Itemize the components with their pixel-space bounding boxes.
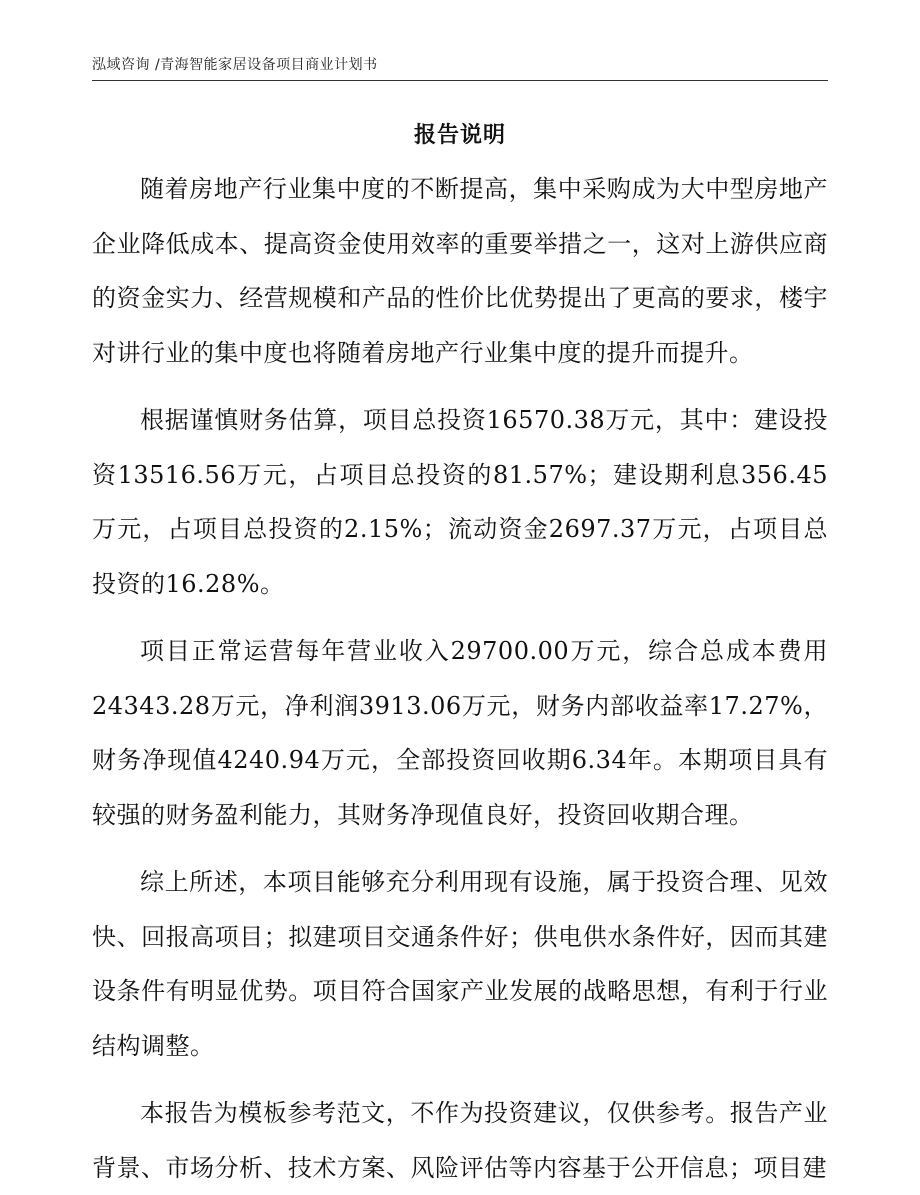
paragraph-1: 随着房地产行业集中度的不断提高，集中采购成为大中型房地产企业降低成本、提高资金使用效率的重要举措之一，这对上游供应商的资金实力、经营规模和产品的性价比优势提出了更高的要求，楼宇对讲行业的集中度也将随着房地产行业集中度的提升而提升。 <box>92 175 828 367</box>
section-title: 报告说明 <box>413 123 506 148</box>
header-divider <box>92 80 828 81</box>
paragraph-3: 项目正常运营每年营业收入29700.00万元，综合总成本费用24343.28万元，净利润3913.06万元，财务内部收益率17.27%，财务净现值4240.94万元，全部投资回收期6.34年。本期项目具有较强的财务盈利能力，其财务净现值良好，投资回收期合理。 <box>92 637 828 829</box>
body-text <box>92 162 828 1195</box>
paragraph-2: 根据谨慎财务估算，项目总投资16570.38万元，其中：建设投资13516.56万元，占项目总投资的81.57%；建设期利息356.45万元，占项目总投资的2.15%；流动资金2697.37万元，占项目总投资的16.28%。 <box>92 406 828 598</box>
paragraph-4: 综上所述，本项目能够充分利用现有设施，属于投资合理、见效快、回报高项目；拟建项目交通条件好；供电供水条件好，因而其建设条件有明显优势。项目符合国家产业发展的战略思想，有利于行业结构调整。 <box>92 868 828 1060</box>
paragraph-5: 本报告为模板参考范文，不作为投资建议，仅供参考。报告产业背景、市场分析、技术方案、风险评估等内容基于公开信息；项目建 <box>92 1099 828 1182</box>
running-header: 泓域咨询 /青海智能家居设备项目商业计划书 <box>92 57 378 73</box>
